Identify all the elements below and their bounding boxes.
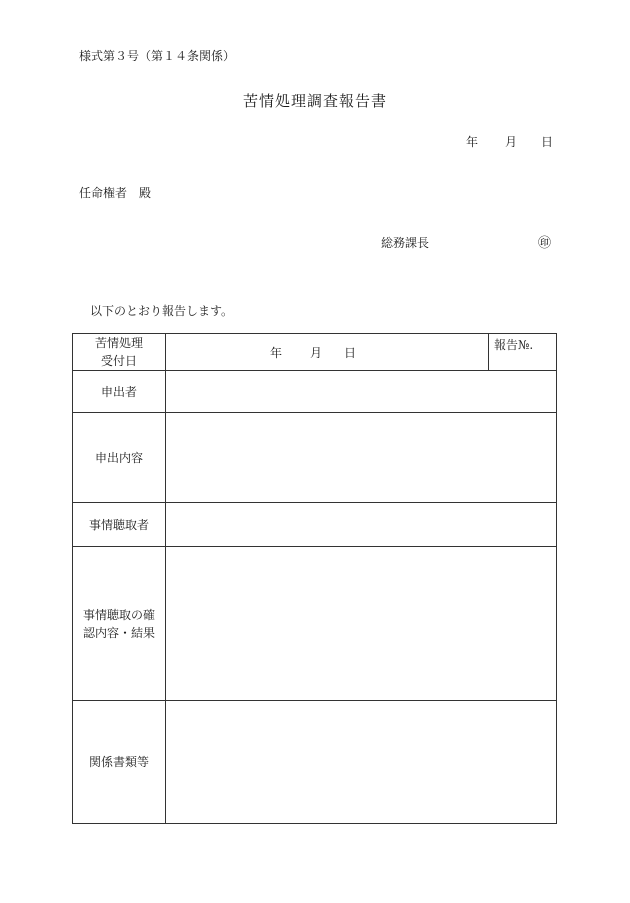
- received-date-label-line1: 苦情処理: [94, 335, 143, 350]
- report-no-label: 報告№.: [494, 338, 534, 352]
- complaint-content-label: [72, 413, 166, 502]
- interviewer-label: [72, 503, 166, 546]
- interview-result-label-line2: 認内容・結果: [82, 625, 155, 640]
- seal-mark: ㊞: [538, 236, 552, 251]
- interviewer-label-text: 事情聴取者: [88, 517, 149, 532]
- report-table: [72, 333, 557, 824]
- received-date-label-line2: 受付日: [100, 353, 137, 368]
- header-date-day: 日: [541, 135, 554, 149]
- report-no-divider: [488, 333, 489, 371]
- related-documents-label-text: 関係書類等: [88, 755, 149, 769]
- interview-result-label-line1: 事情聴取の確: [82, 607, 155, 622]
- form-number: 様式第３号（第１４条関係）: [79, 49, 236, 63]
- intro-text: 以下のとおり報告します。: [90, 304, 234, 318]
- sender-title: 総務課長: [381, 236, 430, 250]
- page-title: 苦情処理調査報告書: [242, 92, 387, 110]
- complaint-content-label-text: 申出内容: [94, 450, 143, 465]
- header-date-month: 月: [505, 135, 518, 149]
- addressee: 任命権者 殿: [79, 186, 152, 200]
- table-border-right: [556, 333, 557, 824]
- received-date-day: 日: [344, 346, 357, 360]
- complainant-label: [72, 371, 166, 412]
- received-date-month: 月: [310, 346, 323, 360]
- table-border-bottom: [72, 823, 557, 824]
- header-date-year: 年: [466, 135, 479, 149]
- complainant-label-text: 申出者: [100, 384, 137, 399]
- related-documents-label: [72, 701, 166, 823]
- received-date-year: 年: [270, 346, 283, 360]
- received-date-label: [72, 333, 166, 370]
- interview-result-label: [72, 547, 166, 700]
